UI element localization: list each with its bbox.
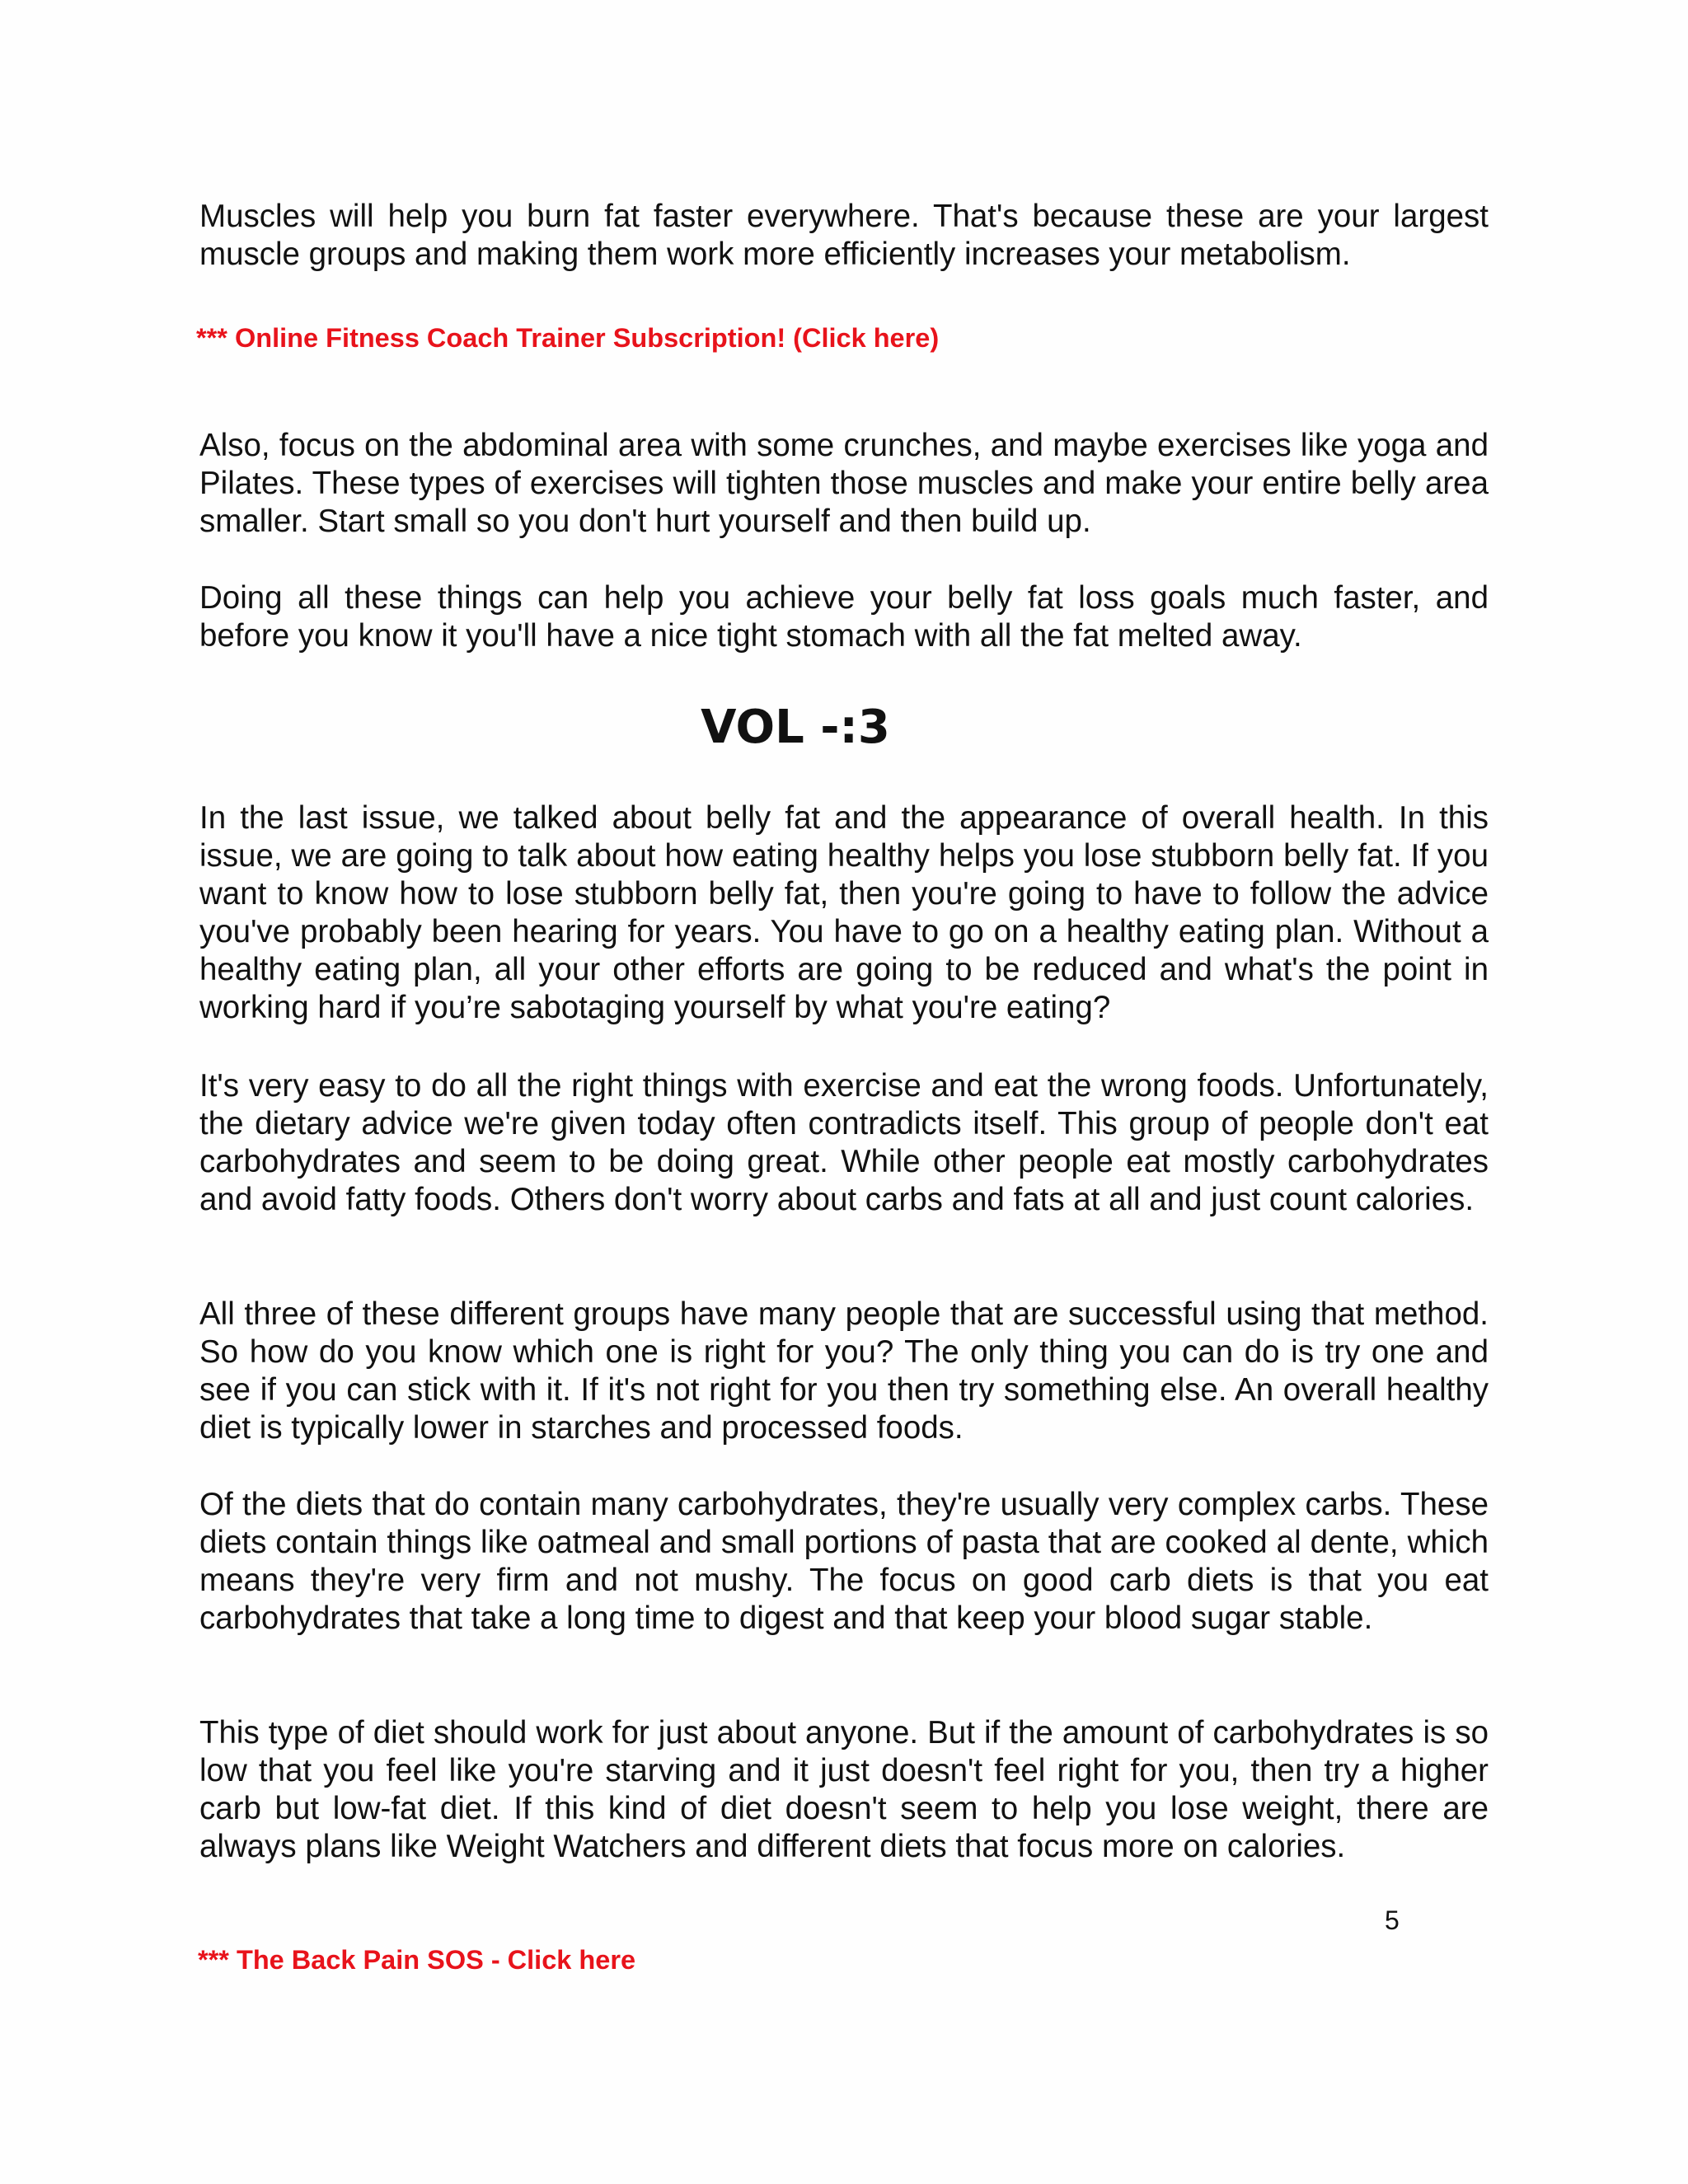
paragraph-last-issue: In the last issue, we talked about belly fat and the appearance of overall health. In this issue, we are going to talk about how eating healthy helps you lose stubborn belly fat. If you want to know how to lose stubborn belly fat, then you're going to have to follow the advice you've probably been hearing for years. You have to go on a healthy eating plan. Without a healthy eating plan, all your other efforts are going to be reduced and what's the point in working hard if you’re sabotaging yourself by what you're eating? bbox=[199, 800, 1489, 1025]
paragraph-three-groups: All three of these different groups have many people that are successful using that method. So how do you know which one is right for you? The only thing you can do is try one and see if you can stick with it. If it's not right for you then try something else. An overall healthy diet is typically lower in starches and processed foods. bbox=[199, 1296, 1489, 1446]
paragraph-abdominal: Also, focus on the abdominal area with some crunches, and maybe exercises like yoga and Pilates. These types of exercises will tighten those muscles and make your entire belly area smaller. Start small so you don't hurt yourself and then build up. bbox=[199, 428, 1489, 539]
paragraph-complex-carbs: Of the diets that do contain many carbohydrates, they're usually very complex carbs. These diets contain things like oatmeal and small portions of pasta that are cooked al dente, which means they're very firm and not mushy. The focus on good carb diets is that you eat carbohydrates that take a long time to digest and that keep your blood sugar stable. bbox=[199, 1487, 1489, 1636]
back-pain-sos-link[interactable]: *** The Back Pain SOS - Click here bbox=[198, 1945, 636, 1975]
paragraph-belly-fat-goals: Doing all these things can help you achieve your belly fat loss goals much faster, and before you know it you'll have a nice tight stomach with all the fat melted away. bbox=[199, 580, 1489, 654]
paragraph-muscles: Muscles will help you burn fat faster everywhere. That's because these are your largest muscle groups and making them work more efficiently increases your metabolism. bbox=[199, 199, 1489, 272]
volume-heading: VOL -:3 bbox=[701, 701, 890, 754]
paragraph-exercise-wrong-foods: It's very easy to do all the right things with exercise and eat the wrong foods. Unfortunately, the dietary advice we're given today often contradicts itself. This group of people don't eat carbohydrates and seem to be doing great. While other people eat mostly carbohydrates and avoid fatty foods. Others don't worry about carbs and fats at all and just count calories. bbox=[199, 1068, 1489, 1217]
page-number: 5 bbox=[1385, 1905, 1400, 1935]
paragraph-diet-types: This type of diet should work for just about anyone. But if the amount of carbohydrates is so low that you feel like you're starving and it just doesn't feel right for you, then try a higher carb but low-fat diet. If this kind of diet doesn't seem to help you lose weight, there are always plans like Weight Watchers and different diets that focus more on calories. bbox=[199, 1715, 1489, 1864]
online-fitness-coach-link[interactable]: *** Online Fitness Coach Trainer Subscription! (Click here) bbox=[196, 323, 940, 353]
